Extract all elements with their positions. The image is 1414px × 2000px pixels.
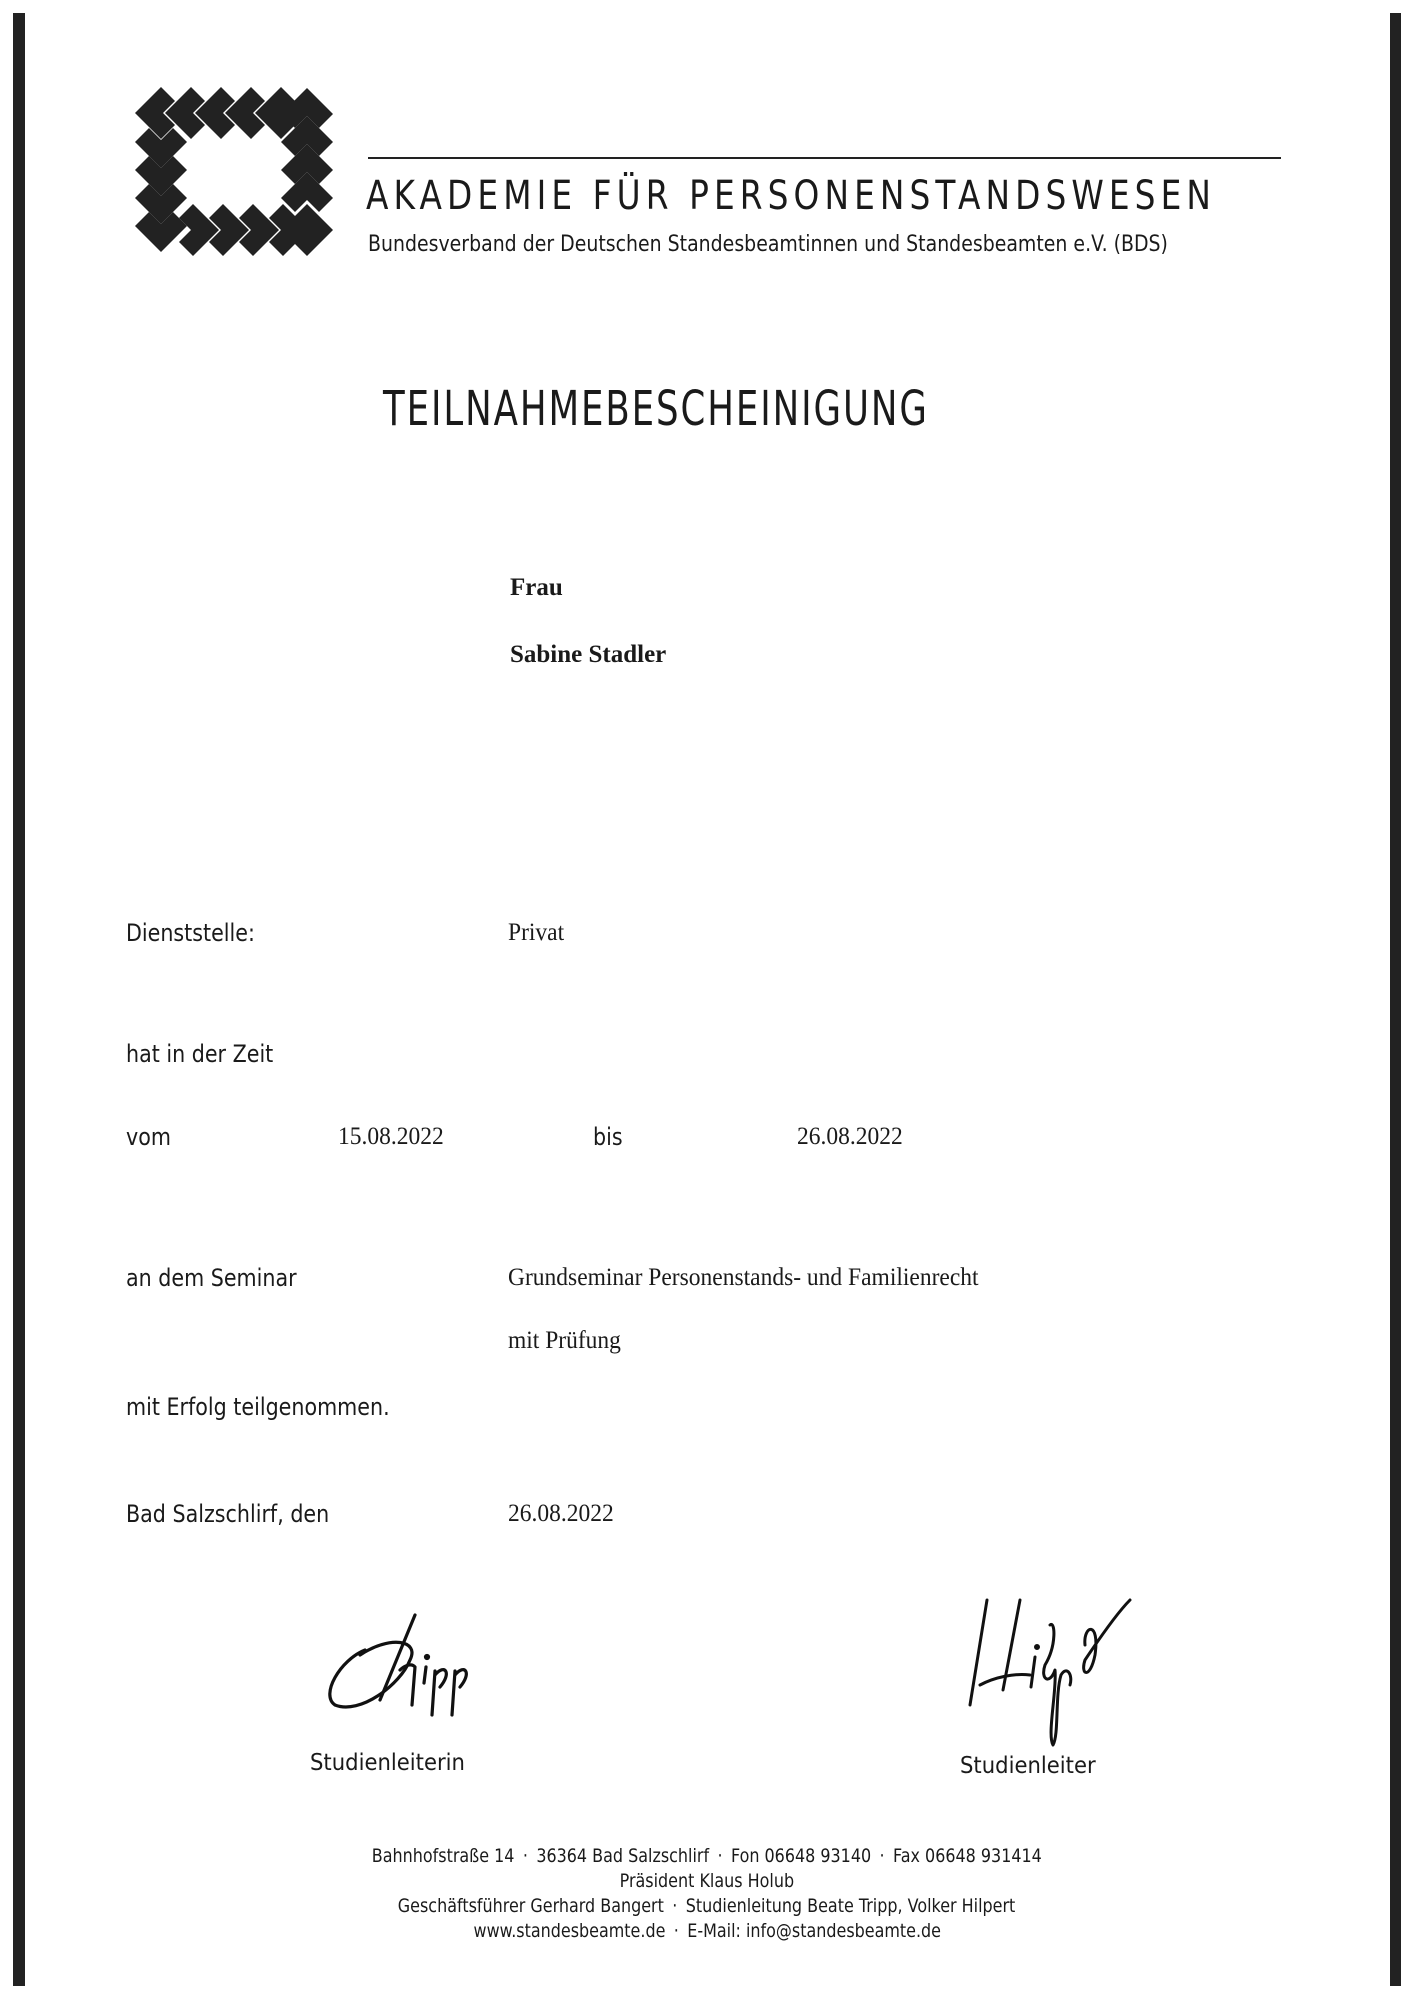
footer-web-line [0,1919,1414,1944]
signature-hilpert-icon [955,1595,1135,1760]
footer-fax: Fax 06648 931414 [893,1845,1043,1867]
scan-border-left [13,13,25,1986]
organization-subtitle: Bundesverband der Deutschen Standesbeamtinnen und Standesbeamten e.V. (BDS) [368,232,1168,257]
seminar-name-line2: mit Prüfung [508,1327,621,1354]
salutation: Frau [510,574,563,601]
organization-name: AKADEMIE FÜR PERSONENSTANDSWESEN [366,173,1217,219]
seminar-label: an dem Seminar [126,1264,297,1292]
footer-president-line [0,1869,1414,1894]
separator-dot: · [717,1845,723,1867]
footer-study-management: Studienleitung Beate Tripp, Volker Hilpert [686,1895,1016,1917]
dienststelle-value: Privat [508,919,565,946]
separator-dot: · [879,1845,885,1867]
footer-contact-line [0,1844,1414,1869]
from-date: 15.08.2022 [338,1123,444,1150]
document-title: TEILNAHMEBESCHEINIGUNG [383,381,929,437]
separator-dot: · [673,1920,679,1942]
dienststelle-label: Dienststelle: [126,919,255,947]
to-label: bis [593,1123,623,1151]
footer-management-line [0,1894,1414,1919]
seminar-name-line1: Grundseminar Personenstands- und Familienrecht [508,1264,979,1291]
period-intro: hat in der Zeit [126,1040,274,1068]
signature-caption-studienleiter: Studienleiter [960,1753,1096,1779]
footer-phone: Fon 06648 93140 [731,1845,872,1867]
from-label: vom [126,1123,171,1151]
scan-border-right [1390,13,1401,1986]
participant-name: Sabine Stadler [510,641,667,668]
separator-dot: · [523,1845,529,1867]
footer-address: Bahnhofstraße 14 [371,1845,515,1867]
header-rule [368,157,1281,159]
signature-tripp-icon [320,1605,480,1720]
separator-dot: · [672,1895,678,1917]
footer-city: 36364 Bad Salzschlirf [536,1845,710,1867]
signature-caption-studienleiterin: Studienleiterin [310,1750,465,1776]
place-label: Bad Salzschlirf, den [126,1500,330,1528]
footer-email-link[interactable]: E-Mail: info@standesbeamte.de [687,1920,941,1942]
chevron-frame-logo-icon [133,84,335,258]
issue-date: 26.08.2022 [508,1500,614,1527]
footer-president: Präsident Klaus Holub [619,1870,795,1892]
footer-managing-director: Geschäftsführer Gerhard Bangert [398,1895,665,1917]
footer-website-link[interactable]: www.standesbeamte.de [473,1920,666,1942]
to-date: 26.08.2022 [797,1123,903,1150]
result-text: mit Erfolg teilgenommen. [126,1393,390,1421]
